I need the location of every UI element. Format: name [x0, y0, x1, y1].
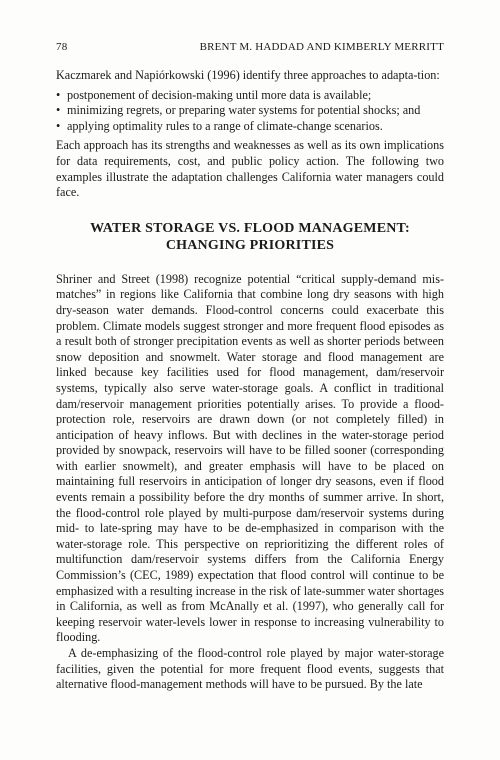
summary-paragraph: Each approach has its strengths and weaknesses as well as its own implications for data requirements, cost, and public policy action. The following two examples illustrate the adaptation challenges California water managers could face.: [56, 138, 444, 200]
section-heading-line-2: CHANGING PRIORITIES: [165, 237, 335, 253]
running-title: BRENT M. HADDAD AND KIMBERLY MERRITT: [199, 41, 444, 53]
page-body: [56, 68, 444, 693]
list-item: • postponement of decision-making until more data is available;: [56, 88, 444, 104]
running-header: [56, 41, 444, 53]
section-paragraph-1: Shriner and Street (1998) recognize potential “critical supply-demand mis-matches” in regions like California that combine long dry seasons with high dry-season water demands. Flood-control concerns could exacerbate this problem. Climate models suggest stronger and more frequent flood episodes as a result both of stronger precipitation events as well as shorter periods between snow deposition and snowmelt. Water storage and flood management are linked because key facilities used for flood management, dam/reservoir systems, typically also serve water-storage goals. A conflict in traditional dam/reservoir management priorities potentially arises. To provide a flood-protection role, reservoirs are drawn down (or not completely filled) in anticipation of heavy inflows. But with declines in the water-storage period provided by snowpack, reservoirs will have to be filled sooner (corresponding with earlier snowmelt), and greater emphasis will have to be placed on maintaining full reservoirs in anticipation of longer dry seasons, even if flood events remain a possibility before the dry months of summer arrive. In short, the flood-control role played by multi-purpose dam/reservoir systems during mid- to late-spring may have to be de-emphasized in comparison with the water-storage role. This perspective on reprioritizing the different roles of multifunction dam/reservoir systems differs from the California Energy Commission’s (CEC, 1989) expectation that flood control will continue to be emphasized with a resulting increase in the risk of late-summer water shortages in California, as well as from McAnally et al. (1997), who generally call for keeping reservoir water-levels lower in response to increasing vulnerability to flooding.: [56, 271, 444, 645]
list-item: • applying optimality rules to a range of climate-change scenarios.: [56, 119, 444, 135]
section-paragraph-2: A de-emphasizing of the flood-control role played by major water-storage facilities, given the potential for more frequent flood events, suggests that alternative flood-management methods will have to be pursued. By the late: [56, 646, 444, 692]
section-heading-line-1: WATER STORAGE VS. FLOOD MANAGEMENT:: [90, 220, 410, 236]
approaches-list: [56, 88, 444, 135]
intro-paragraph: Kaczmarek and Napiórkowski (1996) identify three approaches to adapta-tion:: [56, 68, 440, 82]
section-heading: [66, 220, 434, 254]
list-item: • minimizing regrets, or preparing water systems for potential shocks; and: [56, 103, 444, 119]
page-number: 78: [56, 41, 68, 53]
